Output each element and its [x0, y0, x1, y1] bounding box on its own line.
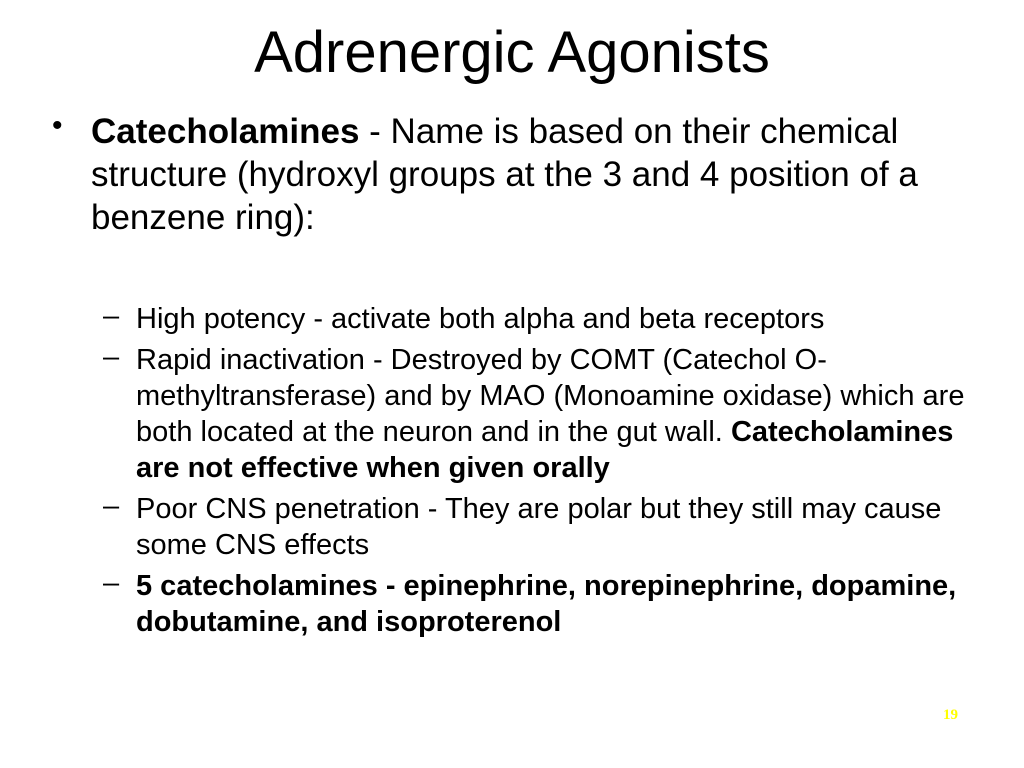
sub-bullet-emphasis: 5 catecholamines - epinephrine, norepinephrine, dopamine, dobutamine, and isoproterenol: [136, 570, 957, 638]
sub-bullet-text: Rapid inactivation - Destroyed by COMT (Catechol O-methyltransferase) and by MAO (Monoamine oxidase) which are both located at the neuron and in the gut wall.: [136, 344, 965, 448]
sub-bullet-inactivation: [103, 342, 973, 486]
dash-marker: –: [103, 300, 120, 332]
main-bullet-description: - Name is based on their chemical structure (hydroxyl groups at the 3 and 4 position of a benzene ring):: [91, 112, 918, 237]
bullet-marker: •: [52, 109, 63, 142]
sub-bullet-cns: [103, 491, 973, 563]
sub-bullet-potency: [103, 301, 973, 337]
dash-marker: –: [103, 490, 120, 522]
sub-bullet-text: Poor CNS penetration - They are polar but they still may cause some CNS effects: [136, 493, 942, 561]
sub-bullet-catecholamine-list: [103, 568, 973, 640]
dash-marker: –: [103, 567, 120, 599]
main-bullet: [52, 110, 972, 239]
main-bullet-text: [91, 110, 972, 239]
page-number: 19: [943, 707, 958, 723]
dash-marker: –: [103, 341, 120, 373]
sub-bullet-list: [103, 301, 973, 645]
main-bullet-term: Catecholamines: [91, 112, 360, 151]
slide-title: Adrenergic Agonists: [254, 20, 770, 85]
sub-bullet-text: High potency - activate both alpha and beta receptors: [136, 303, 825, 335]
sub-bullet-emphasis: Catecholamines are not effective when given orally: [136, 416, 954, 484]
